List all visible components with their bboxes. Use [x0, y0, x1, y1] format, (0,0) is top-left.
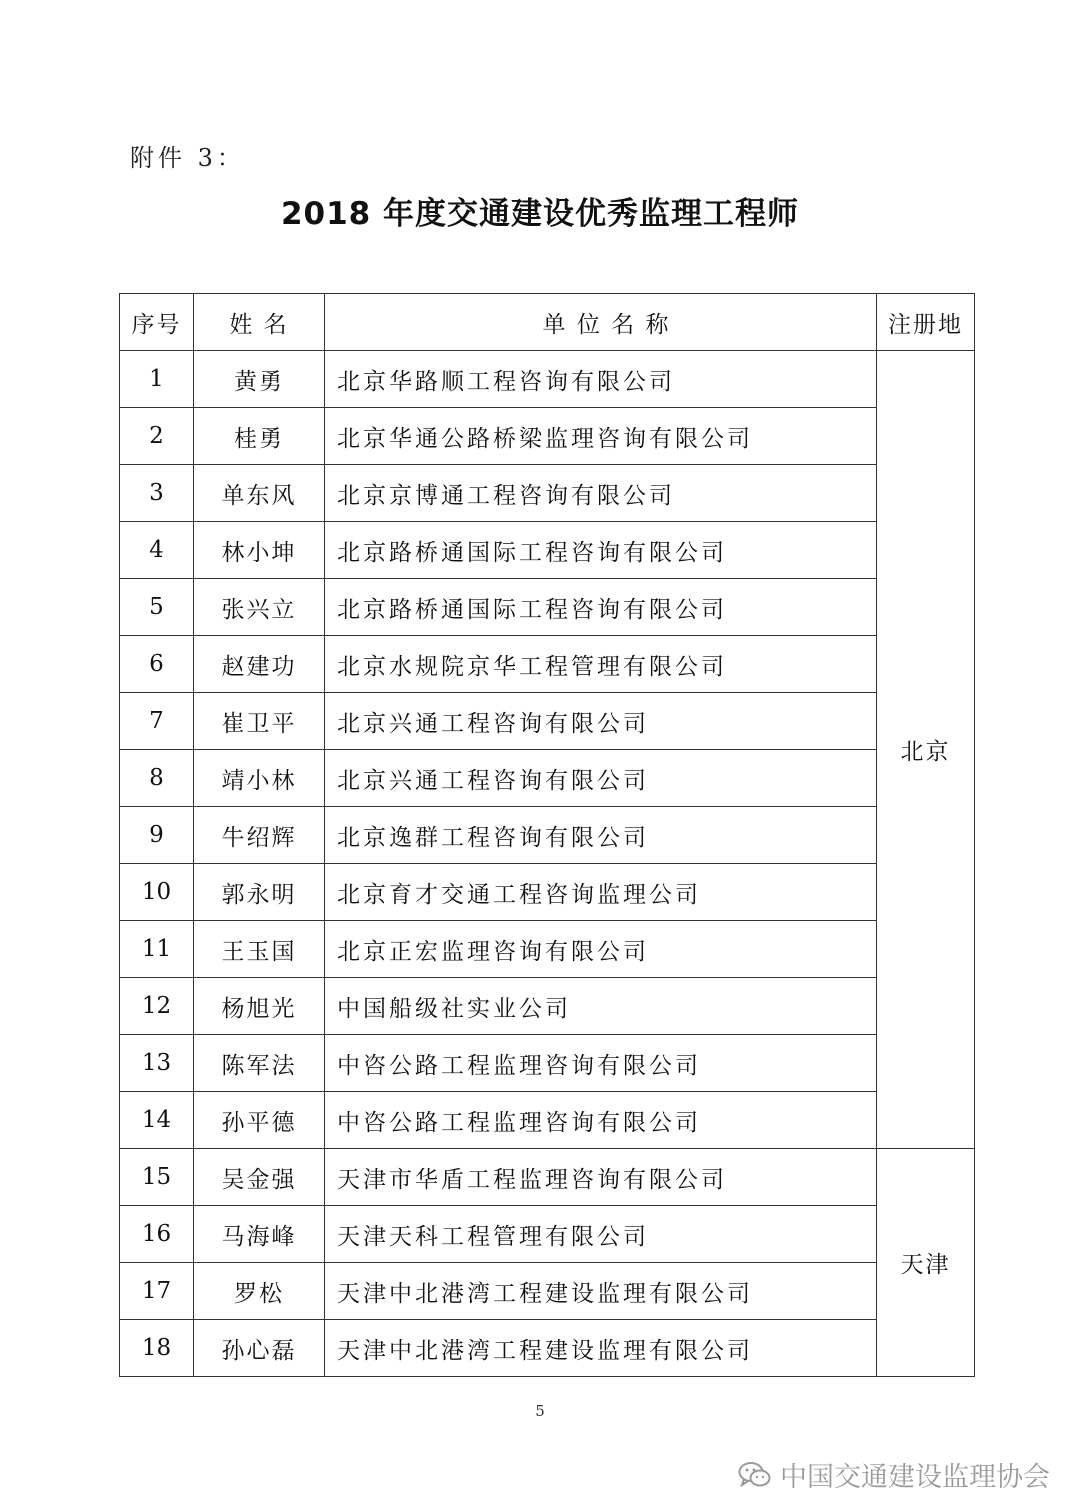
row-name-cell: 林小坤 [194, 522, 325, 579]
row-name-cell: 郭永明 [194, 864, 325, 921]
row-company-cell: 天津市华盾工程监理咨询有限公司 [325, 1149, 877, 1206]
table-header-row [120, 294, 975, 351]
row-company-cell: 北京正宏监理咨询有限公司 [325, 921, 877, 978]
table-row [120, 1206, 975, 1263]
row-no-cell: 7 [120, 693, 194, 750]
region-cell: 天津 [877, 1149, 975, 1377]
row-company-cell: 中咨公路工程监理咨询有限公司 [325, 1035, 877, 1092]
attachment-label: 附件 3： [130, 144, 245, 172]
header-no: 序号 [120, 294, 194, 351]
row-name-cell: 靖小林 [194, 750, 325, 807]
row-no-cell: 16 [120, 1206, 194, 1263]
table-row [120, 636, 975, 693]
row-company-cell: 北京水规院京华工程管理有限公司 [325, 636, 877, 693]
table-row [120, 750, 975, 807]
header-company: 单 位 名 称 [325, 294, 877, 351]
table-row [120, 351, 975, 408]
row-no-cell: 9 [120, 807, 194, 864]
table-row [120, 465, 975, 522]
row-no-cell: 10 [120, 864, 194, 921]
row-company-cell: 北京路桥通国际工程咨询有限公司 [325, 579, 877, 636]
row-no-cell: 15 [120, 1149, 194, 1206]
table-row [120, 807, 975, 864]
wechat-icon [738, 1461, 772, 1489]
row-name-cell: 张兴立 [194, 579, 325, 636]
row-no-cell: 2 [120, 408, 194, 465]
table-row [120, 1149, 975, 1206]
header-region: 注册地 [877, 294, 975, 351]
region-cell: 北京 [877, 351, 975, 1149]
row-name-cell: 杨旭光 [194, 978, 325, 1035]
row-name-cell: 黄勇 [194, 351, 325, 408]
row-name-cell: 马海峰 [194, 1206, 325, 1263]
row-company-cell: 天津天科工程管理有限公司 [325, 1206, 877, 1263]
row-company-cell: 中国船级社实业公司 [325, 978, 877, 1035]
table-row [120, 1263, 975, 1320]
row-no-cell: 1 [120, 351, 194, 408]
row-company-cell: 北京育才交通工程咨询监理公司 [325, 864, 877, 921]
row-no-cell: 8 [120, 750, 194, 807]
row-no-cell: 18 [120, 1320, 194, 1377]
row-company-cell: 北京华路顺工程咨询有限公司 [325, 351, 877, 408]
page-title: 2018 年度交通建设优秀监理工程师 [280, 196, 800, 232]
table-row [120, 921, 975, 978]
row-no-cell: 5 [120, 579, 194, 636]
row-no-cell: 4 [120, 522, 194, 579]
row-no-cell: 3 [120, 465, 194, 522]
table-body [120, 351, 975, 1377]
row-no-cell: 12 [120, 978, 194, 1035]
row-name-cell: 单东风 [194, 465, 325, 522]
page-number: 5 [535, 1402, 545, 1420]
table-row [120, 579, 975, 636]
row-no-cell: 14 [120, 1092, 194, 1149]
row-company-cell: 北京兴通工程咨询有限公司 [325, 693, 877, 750]
table-row [120, 864, 975, 921]
watermark-text: 中国交通建设监理协会 [780, 1462, 1050, 1493]
table-row [120, 978, 975, 1035]
row-company-cell: 北京华通公路桥梁监理咨询有限公司 [325, 408, 877, 465]
row-company-cell: 中咨公路工程监理咨询有限公司 [325, 1092, 877, 1149]
table-row [120, 1092, 975, 1149]
row-company-cell: 北京兴通工程咨询有限公司 [325, 750, 877, 807]
header-name: 姓 名 [194, 294, 325, 351]
row-no-cell: 11 [120, 921, 194, 978]
row-name-cell: 牛绍辉 [194, 807, 325, 864]
engineer-table [119, 293, 975, 1377]
watermark [738, 1455, 1050, 1494]
table-row [120, 522, 975, 579]
row-company-cell: 天津中北港湾工程建设监理有限公司 [325, 1263, 877, 1320]
row-company-cell: 北京逸群工程咨询有限公司 [325, 807, 877, 864]
table-row [120, 1035, 975, 1092]
row-name-cell: 王玉国 [194, 921, 325, 978]
row-name-cell: 孙心磊 [194, 1320, 325, 1377]
row-name-cell: 崔卫平 [194, 693, 325, 750]
row-name-cell: 吴金强 [194, 1149, 325, 1206]
table-row [120, 693, 975, 750]
row-name-cell: 桂勇 [194, 408, 325, 465]
row-no-cell: 17 [120, 1263, 194, 1320]
row-no-cell: 13 [120, 1035, 194, 1092]
row-name-cell: 罗松 [194, 1263, 325, 1320]
row-company-cell: 天津中北港湾工程建设监理有限公司 [325, 1320, 877, 1377]
table-row [120, 408, 975, 465]
row-no-cell: 6 [120, 636, 194, 693]
row-company-cell: 北京路桥通国际工程咨询有限公司 [325, 522, 877, 579]
row-company-cell: 北京京博通工程咨询有限公司 [325, 465, 877, 522]
row-name-cell: 陈军法 [194, 1035, 325, 1092]
row-name-cell: 孙平德 [194, 1092, 325, 1149]
table-row [120, 1320, 975, 1377]
row-name-cell: 赵建功 [194, 636, 325, 693]
